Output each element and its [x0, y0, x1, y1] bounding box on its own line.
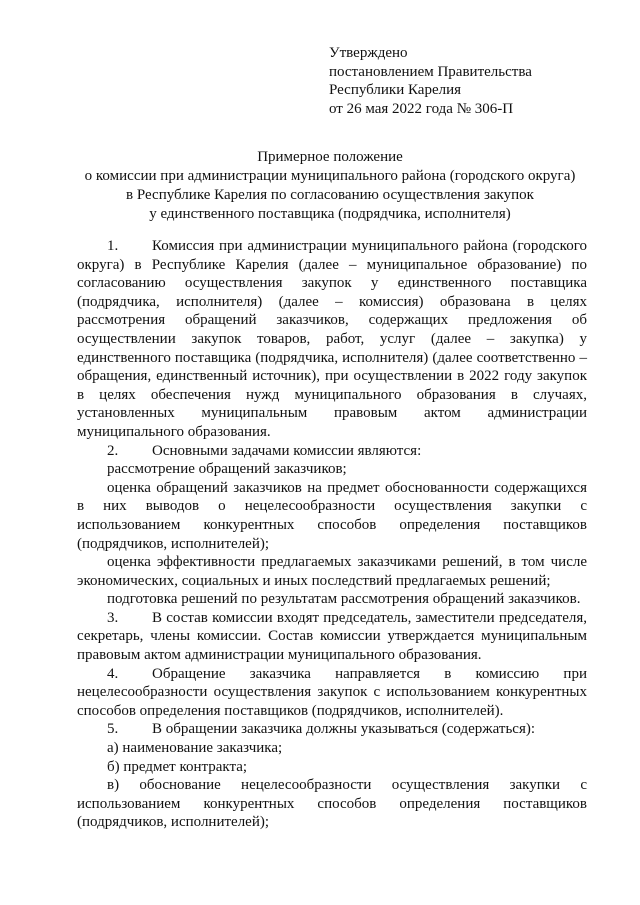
title-line: в Республике Карелия по согласованию осуществления закупок: [126, 187, 534, 203]
section-text: Обращение заказчика направляется в комиссию при нецелесообразности осуществления закупок с использованием конкурентных способов определения поставщиков (подрядчиков, исполнителей).: [77, 665, 587, 719]
section-text: Комиссия при администрации муниципального района (городского округа) в Республике Карелия (далее – муниципальное образование) по согласованию осуществления закупок у единственного поставщика (подрядчика, исполнителя) (далее – комиссия) образована в целях рассмотрения обращений заказчиков, содержащих предложения об осуществлении закупок товаров, работ, услуг (далее – закупка) у единственного поставщика (подрядчика, исполнителя) (далее соответственно – обращения, единственный источник), при осуществлении в 2022 году закупок в целях обеспечения нужд муниципального образования в случаях, установленных муниципальным правовым актом администрации муниципального образования.: [77, 238, 587, 440]
section-number: 4.: [107, 665, 119, 682]
list-item: оценка эффективности предлагаемых заказчиками решений, в том числе экономических, социальных и иных последствий предлагаемых решений;: [77, 554, 587, 589]
approval-line: Республики Карелия: [329, 82, 462, 98]
section-number: 2.: [107, 442, 119, 459]
section-4: [77, 665, 587, 721]
list-item: б) предмет контракта;: [107, 758, 248, 775]
document-title: [70, 148, 590, 224]
approval-line: от 26 мая 2022 года № 306-П: [329, 100, 514, 117]
approval-line: постановлением Правительства: [329, 63, 532, 80]
list-item: в) обоснование нецелесообразности осуществления закупки с использованием конкурентных способов определения поставщиков (подрядчиков, исполнителей);: [77, 777, 587, 831]
section-2: [77, 442, 587, 461]
section-text: В обращении заказчика должны указываться (содержаться):: [152, 721, 536, 738]
approval-line: Утверждено: [329, 45, 408, 61]
section-number: 5.: [107, 721, 119, 738]
approval-block: [329, 44, 619, 118]
list-item: а) наименование заказчика;: [107, 740, 283, 757]
section-3: [77, 609, 587, 665]
document-body: [77, 237, 587, 832]
section-5: [77, 720, 587, 739]
title-line: о комиссии при администрации муниципального района (городского округа): [84, 168, 576, 184]
list-item: оценка обращений заказчиков на предмет обоснованности содержащихся в них выводов о нецелесообразности осуществления закупки с использованием конкурентных способов определения поставщиков (подрядчиков, исполнителей);: [77, 479, 587, 552]
list-item: рассмотрение обращений заказчиков;: [107, 461, 347, 478]
list-item: подготовка решений по результатам рассмотрения обращений заказчиков.: [107, 591, 581, 608]
section-text: Основными задачами комиссии являются:: [152, 442, 422, 459]
section-number: 3.: [107, 609, 119, 626]
section-1: [77, 237, 587, 442]
title-line: Примерное положение: [257, 149, 403, 165]
section-text: В состав комиссии входят председатель, заместители председателя, секретарь, члены комиссии. Состав комиссии утверждается муниципальным правовым актом администрации муниципального образования.: [77, 609, 587, 664]
section-number: 1.: [107, 238, 119, 254]
title-line: у единственного поставщика (подрядчика, исполнителя): [149, 206, 511, 222]
